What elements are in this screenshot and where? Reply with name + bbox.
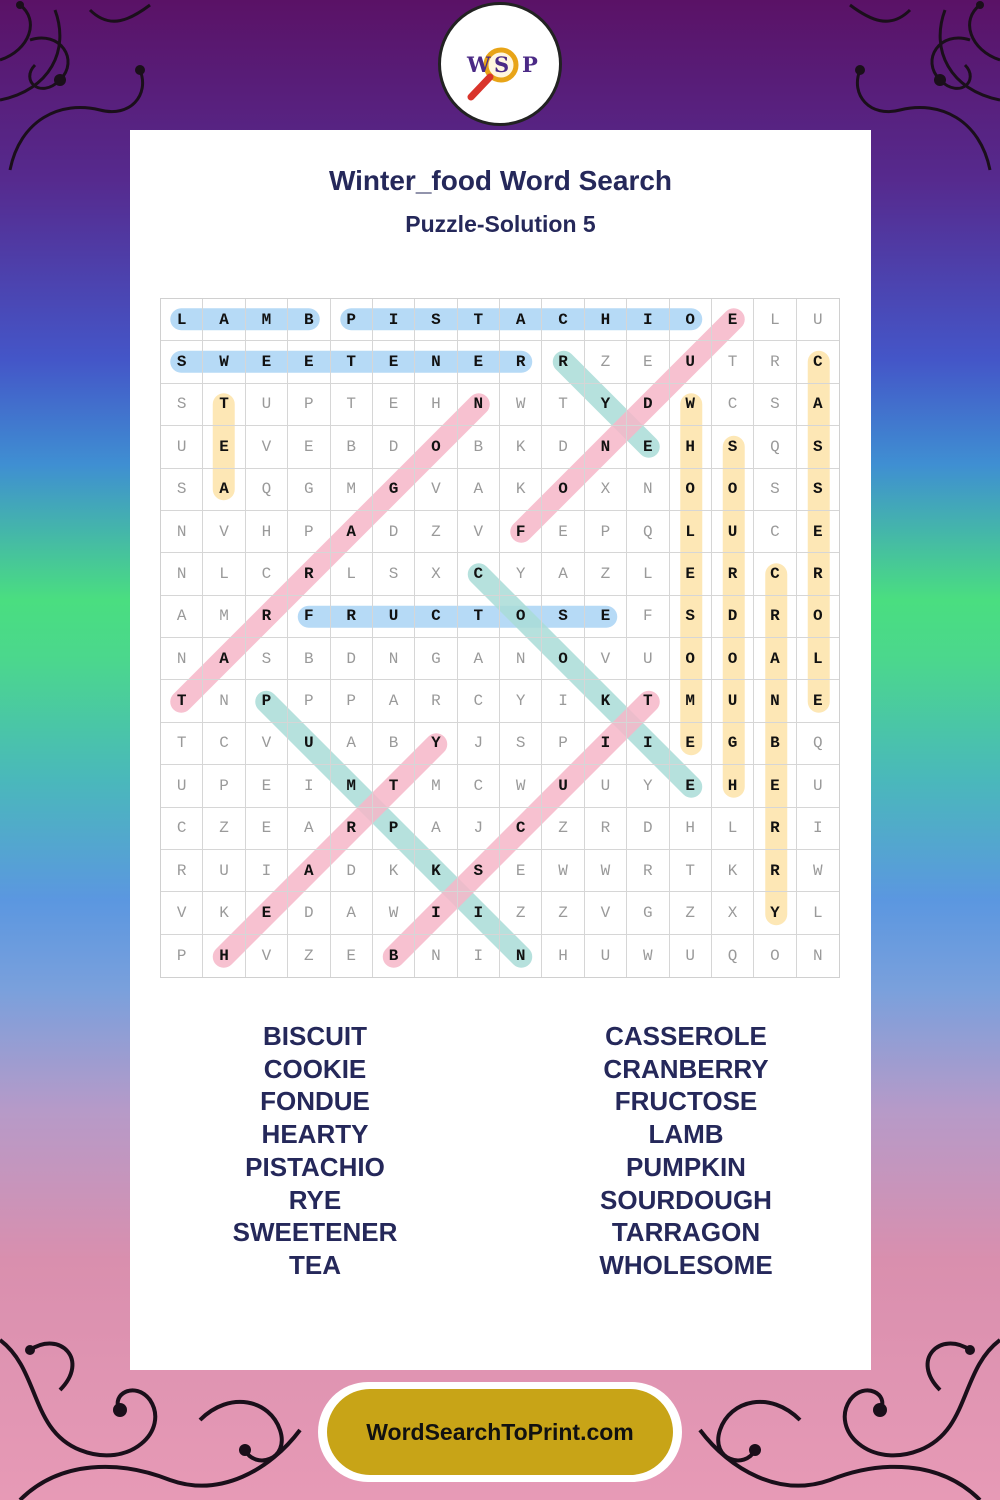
grid-cell: I: [246, 850, 288, 892]
grid-cell: R: [585, 808, 627, 850]
grid-cell: Q: [246, 469, 288, 511]
word-list-item: PUMPKIN: [626, 1151, 746, 1182]
grid-cell: J: [458, 808, 500, 850]
grid-cell: D: [331, 638, 373, 680]
grid-cell: W: [373, 892, 415, 934]
grid-cell: A: [415, 808, 457, 850]
grid-cell: V: [415, 469, 457, 511]
logo-letter: P: [522, 52, 538, 77]
grid-cell: O: [797, 596, 839, 638]
grid-cell: M: [415, 765, 457, 807]
grid-cell: U: [797, 299, 839, 341]
grid-cell: R: [161, 850, 203, 892]
grid-cell: N: [415, 935, 457, 977]
grid-cell: U: [161, 765, 203, 807]
grid-cell: Z: [542, 808, 584, 850]
grid-cell: B: [288, 638, 330, 680]
grid-cell: E: [670, 765, 712, 807]
grid-cell: E: [246, 765, 288, 807]
grid-cell: P: [246, 680, 288, 722]
grid-cell: C: [458, 680, 500, 722]
grid-cell: M: [203, 596, 245, 638]
grid-cell: R: [754, 596, 796, 638]
grid-cell: D: [288, 892, 330, 934]
site-logo[interactable]: [438, 2, 562, 126]
grid-cell: A: [161, 596, 203, 638]
grid-cell: M: [331, 469, 373, 511]
grid-cell: A: [331, 723, 373, 765]
grid-cell: B: [754, 723, 796, 765]
grid-cell: U: [203, 850, 245, 892]
grid-cell: O: [670, 638, 712, 680]
grid-cell: U: [712, 680, 754, 722]
grid-cell: G: [373, 469, 415, 511]
grid-cell: A: [373, 680, 415, 722]
grid-cell: A: [331, 511, 373, 553]
grid-cell: G: [627, 892, 669, 934]
grid-cell: G: [712, 723, 754, 765]
grid-cell: W: [542, 850, 584, 892]
grid-cell: M: [670, 680, 712, 722]
grid-cell: T: [373, 765, 415, 807]
grid-cell: K: [712, 850, 754, 892]
grid-cell: N: [161, 511, 203, 553]
grid-cell: E: [542, 511, 584, 553]
grid-cell: Y: [585, 384, 627, 426]
grid-cell: R: [712, 553, 754, 595]
grid-cell: E: [670, 723, 712, 765]
grid-cell: B: [288, 299, 330, 341]
grid-cell: T: [458, 299, 500, 341]
word-list-item: COOKIE: [263, 1053, 367, 1084]
grid-cell: S: [670, 596, 712, 638]
grid-cell: C: [161, 808, 203, 850]
word-list-item: WHOLESOME: [599, 1249, 773, 1280]
word-list-item: FRUCTOSE: [614, 1086, 758, 1117]
grid-cell: B: [331, 426, 373, 468]
grid-cell: I: [458, 892, 500, 934]
grid-cell: S: [754, 469, 796, 511]
grid-cell: N: [627, 469, 669, 511]
grid-cell: I: [542, 680, 584, 722]
grid-cell: O: [415, 426, 457, 468]
grid-cell: F: [500, 511, 542, 553]
grid-cell: A: [288, 850, 330, 892]
grid-cell: E: [500, 850, 542, 892]
grid-cell: X: [585, 469, 627, 511]
grid-cell: N: [161, 638, 203, 680]
grid-cell: W: [500, 765, 542, 807]
grid-cell: Z: [670, 892, 712, 934]
word-list-item: RYE: [288, 1184, 342, 1215]
grid-cell: C: [458, 765, 500, 807]
grid-cell: E: [627, 341, 669, 383]
grid-cell: S: [161, 341, 203, 383]
grid-cell: T: [203, 384, 245, 426]
grid-cell: W: [627, 935, 669, 977]
grid-cell: W: [797, 850, 839, 892]
grid-cell: R: [797, 553, 839, 595]
grid-cell: Q: [712, 935, 754, 977]
grid-cell: N: [373, 638, 415, 680]
grid-cell: V: [246, 723, 288, 765]
grid-cell: E: [246, 341, 288, 383]
grid-cell: K: [203, 892, 245, 934]
grid-cell: U: [542, 765, 584, 807]
grid-cell: E: [797, 680, 839, 722]
site-link[interactable]: [318, 1382, 682, 1482]
grid-cell: H: [203, 935, 245, 977]
grid-cell: E: [712, 299, 754, 341]
grid-cell: L: [331, 553, 373, 595]
grid-cell: K: [585, 680, 627, 722]
grid-cell: P: [288, 384, 330, 426]
grid-cell: W: [670, 384, 712, 426]
grid-cell: E: [458, 341, 500, 383]
grid-cell: D: [331, 850, 373, 892]
grid-cell: A: [458, 638, 500, 680]
grid-cell: F: [627, 596, 669, 638]
grid-cell: A: [203, 299, 245, 341]
grid-cell: N: [754, 680, 796, 722]
grid-cell: S: [754, 384, 796, 426]
grid-cell: H: [542, 935, 584, 977]
grid-cell: E: [246, 892, 288, 934]
grid-cell: Z: [542, 892, 584, 934]
grid-cell: Y: [754, 892, 796, 934]
grid-cell: U: [161, 426, 203, 468]
grid-cell: W: [585, 850, 627, 892]
word-list-item: CASSEROLE: [605, 1021, 767, 1051]
grid-cell: U: [585, 935, 627, 977]
grid-cell: U: [585, 765, 627, 807]
grid-cell: V: [203, 511, 245, 553]
grid-cell: P: [161, 935, 203, 977]
grid-cell: V: [585, 638, 627, 680]
grid-cell: I: [627, 723, 669, 765]
grid-cell: N: [161, 553, 203, 595]
grid-cell: E: [373, 341, 415, 383]
grid-cell: E: [288, 426, 330, 468]
grid-cell: W: [500, 384, 542, 426]
page-subtitle: Puzzle-Solution 5: [405, 211, 596, 237]
grid-cell: X: [415, 553, 457, 595]
grid-cell: Z: [585, 553, 627, 595]
grid-cell: U: [288, 723, 330, 765]
puzzle-panel: [130, 130, 871, 1370]
grid-cell: A: [500, 299, 542, 341]
word-list-item: PISTACHIO: [245, 1151, 385, 1182]
grid-cell: A: [754, 638, 796, 680]
grid-cell: C: [754, 511, 796, 553]
grid-cell: B: [373, 935, 415, 977]
grid-cell: Y: [500, 680, 542, 722]
word-list-item: HEARTY: [261, 1119, 369, 1150]
grid-cell: L: [754, 299, 796, 341]
grid-cell: D: [627, 808, 669, 850]
grid-cell: C: [458, 553, 500, 595]
grid-cell: H: [670, 426, 712, 468]
grid-cell: H: [670, 808, 712, 850]
grid-cell: S: [458, 850, 500, 892]
grid-cell: A: [331, 892, 373, 934]
grid-cell: C: [415, 596, 457, 638]
grid-cell: L: [627, 553, 669, 595]
word-list-right: [501, 1020, 871, 1282]
grid-cell: Z: [288, 935, 330, 977]
grid-cell: N: [415, 341, 457, 383]
grid-cell: A: [203, 469, 245, 511]
grid-cell: P: [203, 765, 245, 807]
grid-cell: C: [542, 299, 584, 341]
grid-cell: D: [542, 426, 584, 468]
word-list-item: CRANBERRY: [603, 1053, 769, 1084]
grid-cell: U: [627, 638, 669, 680]
grid-cell: C: [246, 553, 288, 595]
grid-cell: N: [203, 680, 245, 722]
grid-cell: O: [670, 299, 712, 341]
grid-cell: A: [458, 469, 500, 511]
grid-cell: L: [203, 553, 245, 595]
grid-cell: B: [373, 723, 415, 765]
grid-cell: I: [797, 808, 839, 850]
grid-cell: N: [458, 384, 500, 426]
grid-cell: R: [542, 341, 584, 383]
grid-cell: O: [670, 469, 712, 511]
grid-cell: Z: [203, 808, 245, 850]
grid-cell: L: [712, 808, 754, 850]
grid-cell: P: [585, 511, 627, 553]
grid-cell: R: [500, 341, 542, 383]
grid-cell: H: [585, 299, 627, 341]
grid-cell: S: [542, 596, 584, 638]
grid-cell: M: [246, 299, 288, 341]
grid-cell: G: [288, 469, 330, 511]
grid-cell: P: [288, 680, 330, 722]
grid-cell: V: [246, 426, 288, 468]
grid-cell: D: [627, 384, 669, 426]
grid-cell: T: [670, 850, 712, 892]
grid-cell: K: [415, 850, 457, 892]
grid-cell: W: [203, 341, 245, 383]
grid-cell: E: [373, 384, 415, 426]
grid-cell: O: [542, 469, 584, 511]
grid-cell: C: [203, 723, 245, 765]
grid-cell: T: [161, 723, 203, 765]
grid-cell: P: [331, 299, 373, 341]
grid-cell: L: [797, 638, 839, 680]
grid-cell: U: [797, 765, 839, 807]
grid-cell: E: [246, 808, 288, 850]
letter-grid: [160, 298, 840, 978]
grid-cell: L: [161, 299, 203, 341]
grid-cell: E: [670, 553, 712, 595]
grid-cell: H: [712, 765, 754, 807]
grid-cell: A: [203, 638, 245, 680]
grid-cell: H: [246, 511, 288, 553]
grid-cell: S: [246, 638, 288, 680]
grid-cell: R: [331, 808, 373, 850]
logo-letter: S: [494, 52, 510, 77]
grid-cell: N: [500, 935, 542, 977]
grid-cell: G: [415, 638, 457, 680]
magnifier-icon: [441, 5, 559, 123]
grid-cell: C: [500, 808, 542, 850]
grid-cell: M: [331, 765, 373, 807]
grid-cell: Y: [500, 553, 542, 595]
grid-cell: R: [246, 596, 288, 638]
grid-cell: O: [754, 935, 796, 977]
grid-cell: E: [203, 426, 245, 468]
grid-cell: E: [754, 765, 796, 807]
grid-cell: S: [161, 469, 203, 511]
grid-cell: Y: [627, 765, 669, 807]
grid-cell: R: [415, 680, 457, 722]
grid-cell: S: [500, 723, 542, 765]
grid-cell: Z: [500, 892, 542, 934]
grid-cell: L: [670, 511, 712, 553]
grid-cell: E: [331, 935, 373, 977]
grid-cell: J: [458, 723, 500, 765]
grid-cell: E: [288, 341, 330, 383]
grid-cell: U: [712, 511, 754, 553]
grid-cell: U: [246, 384, 288, 426]
grid-cell: R: [331, 596, 373, 638]
grid-cell: E: [627, 426, 669, 468]
grid-cell: I: [627, 299, 669, 341]
grid-cell: P: [373, 808, 415, 850]
grid-cell: S: [797, 426, 839, 468]
grid-cell: O: [712, 638, 754, 680]
grid-cell: R: [627, 850, 669, 892]
grid-cell: T: [542, 384, 584, 426]
grid-cell: U: [373, 596, 415, 638]
grid-cell: N: [500, 638, 542, 680]
grid-cell: T: [161, 680, 203, 722]
grid-cell: R: [754, 341, 796, 383]
grid-cell: S: [797, 469, 839, 511]
grid-cell: P: [288, 511, 330, 553]
grid-cell: N: [585, 426, 627, 468]
grid-cell: X: [712, 892, 754, 934]
grid-cell: E: [585, 596, 627, 638]
grid-cell: N: [813, 946, 823, 965]
grid-cell: K: [500, 426, 542, 468]
grid-cell: T: [712, 341, 754, 383]
word-list-item: SOURDOUGH: [600, 1184, 772, 1215]
grid-cell: A: [288, 808, 330, 850]
grid-cell: T: [331, 341, 373, 383]
grid-cell: U: [670, 341, 712, 383]
grid-cell: D: [373, 426, 415, 468]
word-list-item: LAMB: [648, 1119, 724, 1150]
word-list-item: FONDUE: [260, 1086, 370, 1117]
grid-cell: A: [797, 384, 839, 426]
grid-cell: R: [754, 850, 796, 892]
grid-cell: C: [712, 384, 754, 426]
grid-cell: T: [458, 596, 500, 638]
word-list-item: TEA: [289, 1249, 341, 1280]
grid-cell: O: [542, 638, 584, 680]
grid-cell: Z: [585, 341, 627, 383]
grid-cell: V: [458, 511, 500, 553]
grid-cell: T: [627, 680, 669, 722]
grid-cell: C: [797, 341, 839, 383]
grid-cell: F: [288, 596, 330, 638]
grid-cell: S: [373, 553, 415, 595]
grid-cell: Z: [415, 511, 457, 553]
grid-cell: S: [712, 426, 754, 468]
grid-cell: Q: [797, 723, 839, 765]
grid-cell: R: [288, 553, 330, 595]
grid-cell: Q: [627, 511, 669, 553]
grid-cell: S: [161, 384, 203, 426]
word-list-item: SWEETENER: [232, 1217, 398, 1248]
grid-cell: I: [585, 723, 627, 765]
grid-cell: I: [458, 935, 500, 977]
grid-cell: Y: [415, 723, 457, 765]
site-link-label[interactable]: WordSearchToPrint.com: [327, 1389, 673, 1475]
grid-cell: O: [712, 469, 754, 511]
logo-letter: W: [467, 52, 491, 77]
word-list-item: TARRAGON: [611, 1217, 761, 1248]
grid-cell: Q: [754, 426, 796, 468]
grid-cell: L: [797, 892, 839, 934]
page-title: Winter_food Word Search: [328, 165, 673, 196]
grid-cell: C: [754, 553, 796, 595]
grid-cell: U: [670, 935, 712, 977]
grid-cell: I: [373, 299, 415, 341]
word-list-left: [130, 1020, 500, 1282]
grid-cell: O: [500, 596, 542, 638]
grid-cell: S: [415, 299, 457, 341]
grid-cell: T: [331, 384, 373, 426]
grid-cell: H: [415, 384, 457, 426]
grid-cell: I: [415, 892, 457, 934]
grid-cell: R: [754, 808, 796, 850]
grid-cell: P: [542, 723, 584, 765]
grid-cell: B: [458, 426, 500, 468]
grid-cell: V: [246, 935, 288, 977]
grid-cell: V: [161, 892, 203, 934]
grid-cell: V: [585, 892, 627, 934]
grid-cell: K: [373, 850, 415, 892]
grid-cell: A: [542, 553, 584, 595]
grid-cell: D: [373, 511, 415, 553]
word-list-item: BISCUIT: [263, 1021, 367, 1051]
grid-cell: I: [288, 765, 330, 807]
grid-cell: P: [331, 680, 373, 722]
grid-cell: K: [500, 469, 542, 511]
grid-cell: E: [797, 511, 839, 553]
grid-cell: D: [712, 596, 754, 638]
